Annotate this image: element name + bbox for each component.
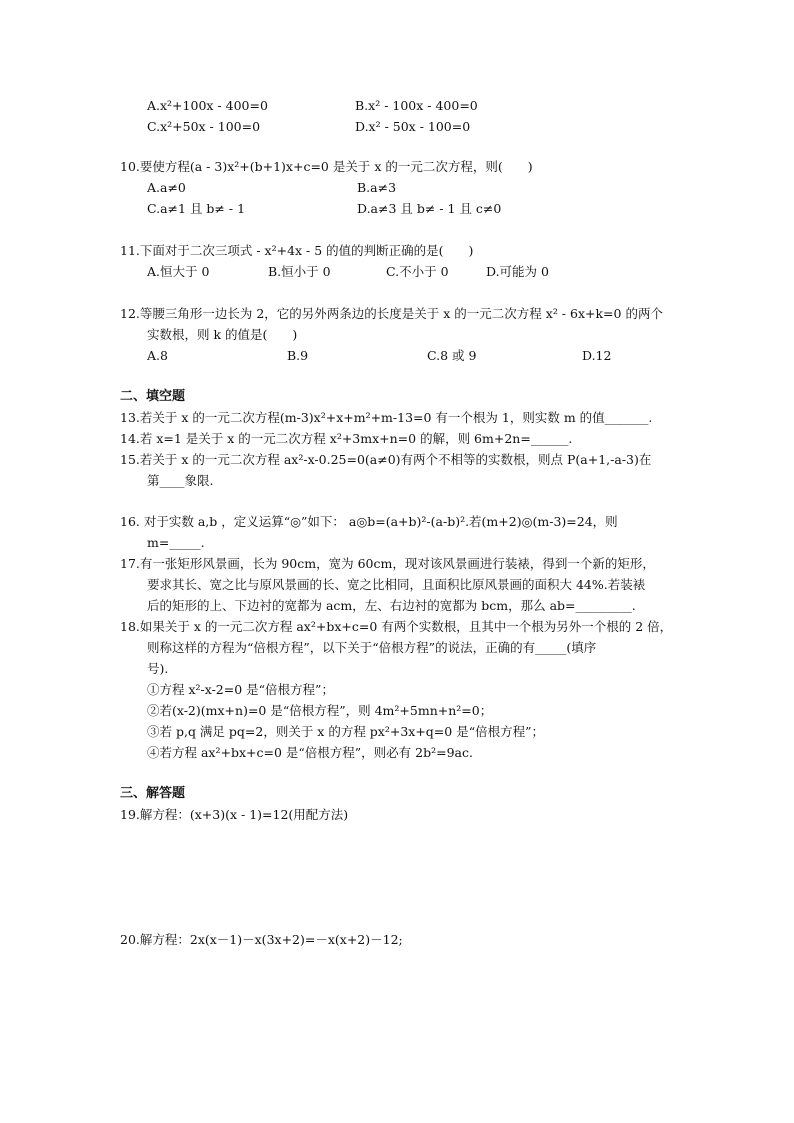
q12-stem-line1: 12.等腰三角形一边长为 2，它的另外两条边的长度是关于 x 的一元二次方程 x² - 6x+k=0 的两个 (120, 306, 663, 321)
q12-option-d: D.12 (582, 348, 612, 363)
q12-option-a: A.8 (147, 348, 168, 363)
q10-option-c: C.a≠1 且 b≠ - 1 (147, 201, 246, 216)
q18-statement-4: ④若方程 ax²+bx+c=0 是“倍根方程”，则必有 2b²=9ac. (147, 745, 473, 760)
q9-option-b: B.x² - 100x - 400=0 (355, 98, 478, 113)
q12-stem-line2: 实数根，则 k 的值是( ) (147, 327, 298, 342)
q10-stem: 10.要使方程(a - 3)x²+(b+1)x+c=0 是关于 x 的一元二次方程，则( ) (120, 159, 533, 174)
q17-line1: 17.有一张矩形风景画，长为 90cm，宽为 60cm，现对该风景画进行装裱，得到一个新的矩形， (120, 556, 655, 571)
q17-line2: 要求其长、宽之比与原风景画的长、宽之比相同，且面积比原风景画的面积大 44%.若装裱 (147, 577, 646, 592)
q15-line2: 第____象限. (147, 473, 214, 488)
q18-line2: 则称这样的方程为“倍根方程”，以下关于“倍根方程”的说法，正确的有_____(填序 (147, 640, 597, 655)
q11-option-a: A.恒大于 0 (147, 264, 210, 279)
section-answer-title: 三、解答题 (120, 786, 186, 801)
q17-line3: 后的矩形的上、下边衬的宽都为 acm，左、右边衬的宽都为 bcm，那么 ab=_________. (147, 598, 636, 613)
q13: 13.若关于 x 的一元二次方程(m-3)x²+x+m²+m-13=0 有一个根为 1，则实数 m 的值_______. (120, 410, 653, 425)
q19: 19.解方程：(x+3)(x - 1)=12(用配方法) (120, 807, 349, 822)
q18-line1: 18.如果关于 x 的一元二次方程 ax²+bx+c=0 有两个实数根，且其中一个根为另外一个根的 2 倍， (120, 619, 673, 634)
q11-option-c: C.不小于 0 (386, 264, 449, 279)
q11-option-b: B.恒小于 0 (268, 264, 331, 279)
q18-statement-3: ③若 p,q 满足 pq=2，则关于 x 的方程 px²+3x+q=0 是“倍根方程”； (147, 724, 544, 739)
q12-option-b: B.9 (287, 348, 309, 363)
q18-statement-1: ①方程 x²-x-2=0 是“倍根方程”； (147, 682, 334, 697)
q9-option-c: C.x²+50x - 100=0 (147, 119, 261, 134)
q9-option-a: A.x²+100x - 400=0 (147, 98, 268, 113)
q20: 20.解方程：2x(x－1)－x(3x+2)=－x(x+2)－12; (120, 932, 403, 947)
q10-option-a: A.a≠0 (147, 180, 186, 195)
q9-option-d: D.x² - 50x - 100=0 (355, 119, 471, 134)
q12-option-c: C.8 或 9 (427, 348, 477, 363)
q16-line1: 16. 对于实数 a,b ，定义运算“◎”如下： a◎b=(a+b)²-(a-b)².若(m+2)◎(m-3)=24，则 (120, 514, 618, 529)
q16-line2: m=_____. (147, 535, 205, 550)
q15-line1: 15.若关于 x 的一元二次方程 ax²-x-0.25=0(a≠0)有两个不相等的实数根，则点 P(a+1,-a-3)在 (120, 452, 652, 467)
q18-statement-2: ②若(x-2)(mx+n)=0 是“倍根方程”，则 4m²+5mn+n²=0； (147, 703, 493, 718)
q11-stem: 11.下面对于二次三项式 - x²+4x - 5 的值的判断正确的是( ) (120, 243, 474, 258)
q10-option-b: B.a≠3 (357, 180, 397, 195)
section-fill-in-title: 二、填空题 (120, 389, 186, 404)
q18-line3: 号). (147, 661, 169, 676)
q10-option-d: D.a≠3 且 b≠ - 1 且 c≠0 (357, 201, 502, 216)
q14: 14.若 x=1 是关于 x 的一元二次方程 x²+3mx+n=0 的解，则 6m+2n=______. (120, 431, 573, 446)
q11-option-d: D.可能为 0 (486, 264, 549, 279)
